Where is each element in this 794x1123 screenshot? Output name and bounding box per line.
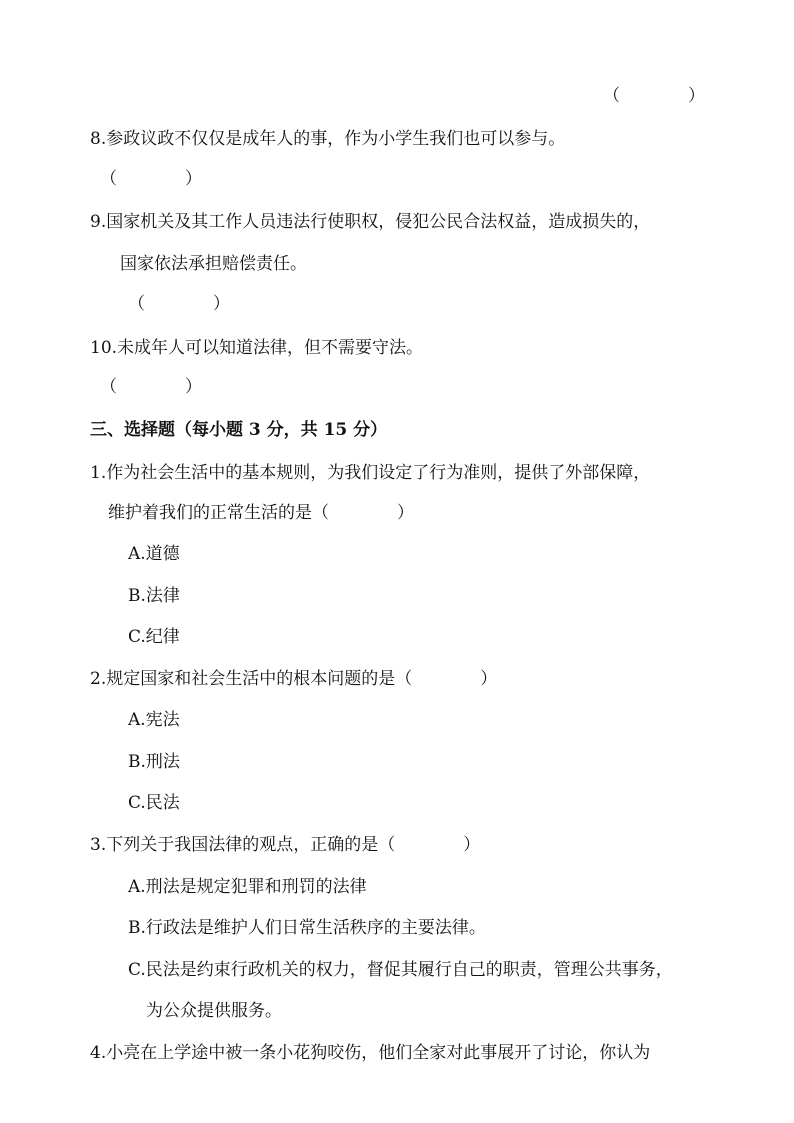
option-2a: A.宪法 bbox=[128, 710, 180, 730]
judgment-question-9-line1: 9.国家机关及其工作人员违法行使职权，侵犯公民合法权益，造成损失的， bbox=[90, 212, 651, 232]
option-2c: C.民法 bbox=[128, 793, 180, 813]
option-3c-line1: C.民法是约束行政机关的权力，督促其履行自己的职责，管理公共事务， bbox=[128, 960, 673, 980]
choice-question-3: 3.下列关于我国法律的观点，正确的是（ ） bbox=[90, 835, 481, 855]
judgment-question-8: 8.参政议政不仅仅是成年人的事，作为小学生我们也可以参与。 bbox=[90, 129, 566, 149]
option-3a: A.刑法是规定犯罪和刑罚的法律 bbox=[128, 877, 367, 897]
option-2b: B.刑法 bbox=[128, 752, 180, 772]
choice-question-1-line2: 维护着我们的正常生活的是（ ） bbox=[108, 503, 414, 523]
option-3b: B.行政法是维护人们日常生活秩序的主要法律。 bbox=[128, 918, 486, 938]
option-1b: B.法律 bbox=[128, 586, 180, 606]
section-heading-choice: 三、选择题（每小题 3 分，共 15 分） bbox=[90, 420, 388, 440]
option-1c: C.纪律 bbox=[128, 627, 180, 647]
choice-question-2: 2.规定国家和社会生活中的根本问题的是（ ） bbox=[90, 669, 498, 689]
option-1a: A.道德 bbox=[128, 544, 180, 564]
judgment-question-10: 10.未成年人可以知道法律，但不需要守法。 bbox=[90, 338, 424, 358]
answer-blank-7: （ ） bbox=[603, 86, 705, 106]
answer-blank-9: （ ） bbox=[128, 294, 230, 314]
answer-blank-8: （ ） bbox=[100, 169, 202, 189]
answer-blank-10: （ ） bbox=[100, 377, 202, 397]
option-3c-line2: 为公众提供服务。 bbox=[146, 1001, 282, 1021]
choice-question-1-line1: 1.作为社会生活中的基本规则，为我们设定了行为准则，提供了外部保障， bbox=[90, 463, 651, 483]
judgment-question-9-line2: 国家依法承担赔偿责任。 bbox=[120, 254, 307, 274]
choice-question-4: 4.小亮在上学途中被一条小花狗咬伤，他们全家对此事展开了讨论，你认为 bbox=[90, 1043, 651, 1063]
